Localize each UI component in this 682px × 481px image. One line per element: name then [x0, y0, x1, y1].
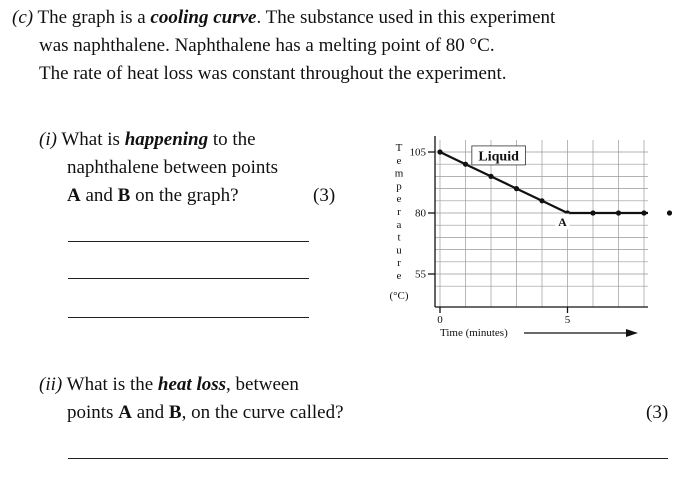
x-axis-arrowhead [626, 329, 638, 337]
y-axis-label-letter: a [396, 218, 402, 231]
part-c-line-1: (c) The graph is a cooling curve. The substance used in this experiment [12, 7, 556, 28]
data-point [590, 210, 595, 215]
y-axis-label-letter: t [397, 231, 401, 244]
heat-loss-term: heat loss [157, 374, 227, 395]
data-point [437, 149, 442, 154]
data-point [641, 210, 646, 215]
question-i-line-1: (i) What is happening to the [39, 129, 256, 150]
y-tick-label: 80 [415, 207, 426, 220]
question-ii-marks: (3) [646, 402, 669, 423]
question-i-marks: (3) [313, 185, 336, 206]
question-ii-label: (ii) [39, 374, 63, 395]
y-axis-label-letter: p [396, 180, 402, 193]
y-axis-label-letter: m [394, 167, 404, 180]
x-axis-label: Time (minutes) [440, 327, 508, 339]
part-c-line-3: The rate of heat loss was constant throughout the experiment. [39, 63, 507, 84]
y-axis-label-letter: u [396, 244, 402, 257]
chart-labels [472, 146, 682, 246]
x-tick-label: 0 [437, 314, 443, 326]
question-i-line-3: A and B on the graph? [67, 185, 239, 206]
y-tick-label: 55 [415, 268, 426, 281]
data-point [616, 210, 621, 215]
y-axis-label-letter: e [396, 270, 402, 282]
y-axis-label-letter: r [397, 206, 401, 218]
x-tick-label: 5 [564, 314, 571, 326]
question-i-line-2: naphthalene between points [67, 157, 279, 178]
part-c-label: (c) [12, 7, 34, 28]
question-i-label: (i) [39, 129, 57, 150]
y-tick-label: 105 [409, 146, 426, 159]
y-axis-label-letter: T [395, 142, 403, 154]
data-point [539, 198, 544, 203]
data-point [514, 186, 519, 191]
data-point [463, 162, 468, 167]
question-ii-line-1: (ii) What is the heat loss, between [39, 374, 299, 395]
question-ii-line-2: points A and B, on the curve called? [67, 402, 344, 423]
data-point [488, 174, 493, 179]
cooling-curve-term: cooling curve [150, 7, 257, 28]
annotation-label: Liquid [478, 149, 519, 165]
data-point [667, 210, 672, 215]
y-axis-label-letter: r [397, 257, 401, 270]
part-c-line-2: was naphthalene. Naphthalene has a melting point of 80 °C. [39, 35, 495, 56]
y-axis-label-unit: (°C) [389, 290, 409, 302]
annotation-label: A [558, 214, 567, 229]
y-axis-label-letter: e [396, 193, 402, 206]
y-axis-label-letter: e [396, 154, 402, 167]
happening-term: happening [124, 129, 209, 150]
